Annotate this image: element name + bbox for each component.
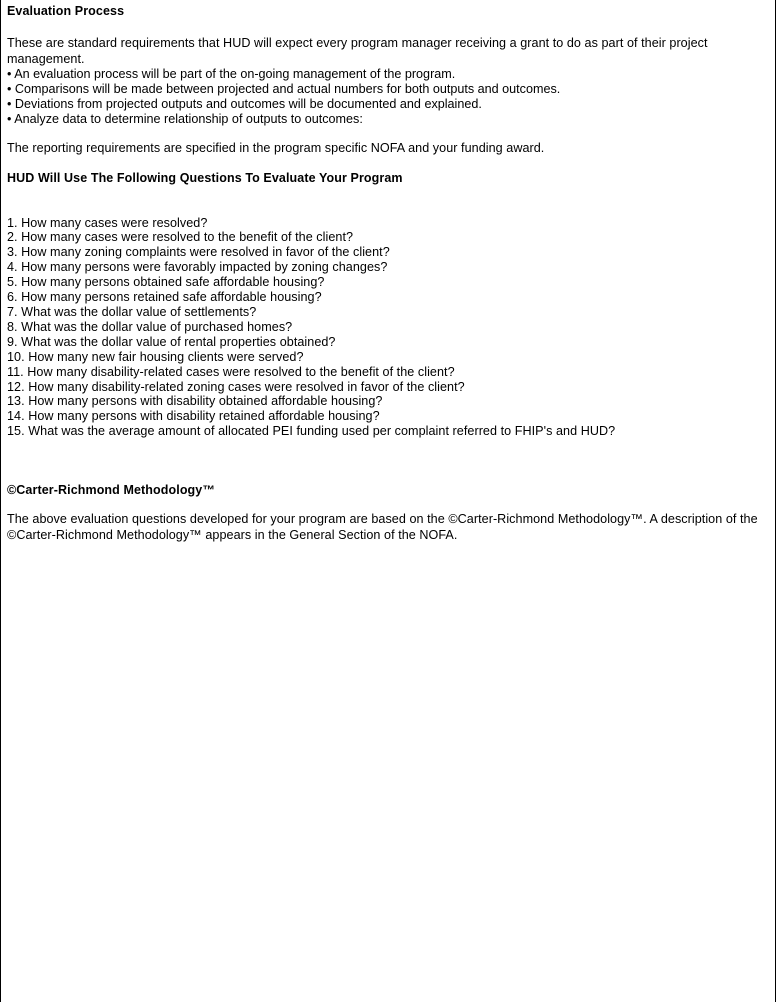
spacer [7,439,769,483]
methodology-heading: ©Carter-Richmond Methodology™ [7,483,215,498]
list-item: 13. How many persons with disability obtained affordable housing? [7,394,383,409]
list-item: • Deviations from projected outputs and outcomes will be documented and explained. [7,96,482,111]
spacer [7,127,769,141]
list-item: 3. How many zoning complaints were resolved in favor of the client? [7,245,390,260]
intro-paragraph: These are standard requirements that HUD will expect every program manager receiving a grant to do as part of their project management. [7,36,708,66]
list-item: • Comparisons will be made between projected and actual numbers for both outputs and outcomes. [7,81,561,96]
list-item: 2. How many cases were resolved to the benefit of the client? [7,230,354,245]
document-content [1,0,775,543]
list-item: 7. What was the dollar value of settlements? [7,304,257,319]
questions-heading: HUD Will Use The Following Questions To Evaluate Your Program [7,170,403,185]
list-item: 15. What was the average amount of allocated PEI funding used per complaint referred to FHIP's and HUD? [7,424,616,439]
methodology-paragraph: The above evaluation questions developed for your program are based on the ©Carter-Richmond Methodology™. A description of the ©Carter-Richmond Methodology™ appears in the General Section of the NOFA. [7,512,758,542]
list-item: 8. What was the dollar value of purchased homes? [7,319,293,334]
list-item: 14. How many persons with disability retained affordable housing? [7,409,380,424]
evaluation-questions-list [7,216,769,440]
spacer [7,186,769,216]
list-item: 4. How many persons were favorably impacted by zoning changes? [7,260,388,275]
spacer [7,498,769,512]
list-item: 5. How many persons obtained safe affordable housing? [7,275,325,290]
list-item: 12. How many disability-related zoning cases were resolved in favor of the client? [7,379,465,394]
list-item: • An evaluation process will be part of the on-going management of the program. [7,67,456,81]
list-item: 11. How many disability-related cases were resolved to the benefit of the client? [7,364,455,379]
list-item: 1. How many cases were resolved? [7,215,208,230]
spacer [7,22,769,36]
list-item: 9. What was the dollar value of rental properties obtained? [7,334,336,349]
spacer [7,156,769,171]
page-title: Evaluation Process [7,4,125,18]
list-item: 6. How many persons retained safe affordable housing? [7,290,322,305]
list-item: • Analyze data to determine relationship of outputs to outcomes: [7,111,363,126]
requirements-bullet-list [7,67,769,127]
reporting-paragraph: The reporting requirements are specified in the program specific NOFA and your funding award. [7,140,545,155]
list-item: 10. How many new fair housing clients were served? [7,349,304,364]
